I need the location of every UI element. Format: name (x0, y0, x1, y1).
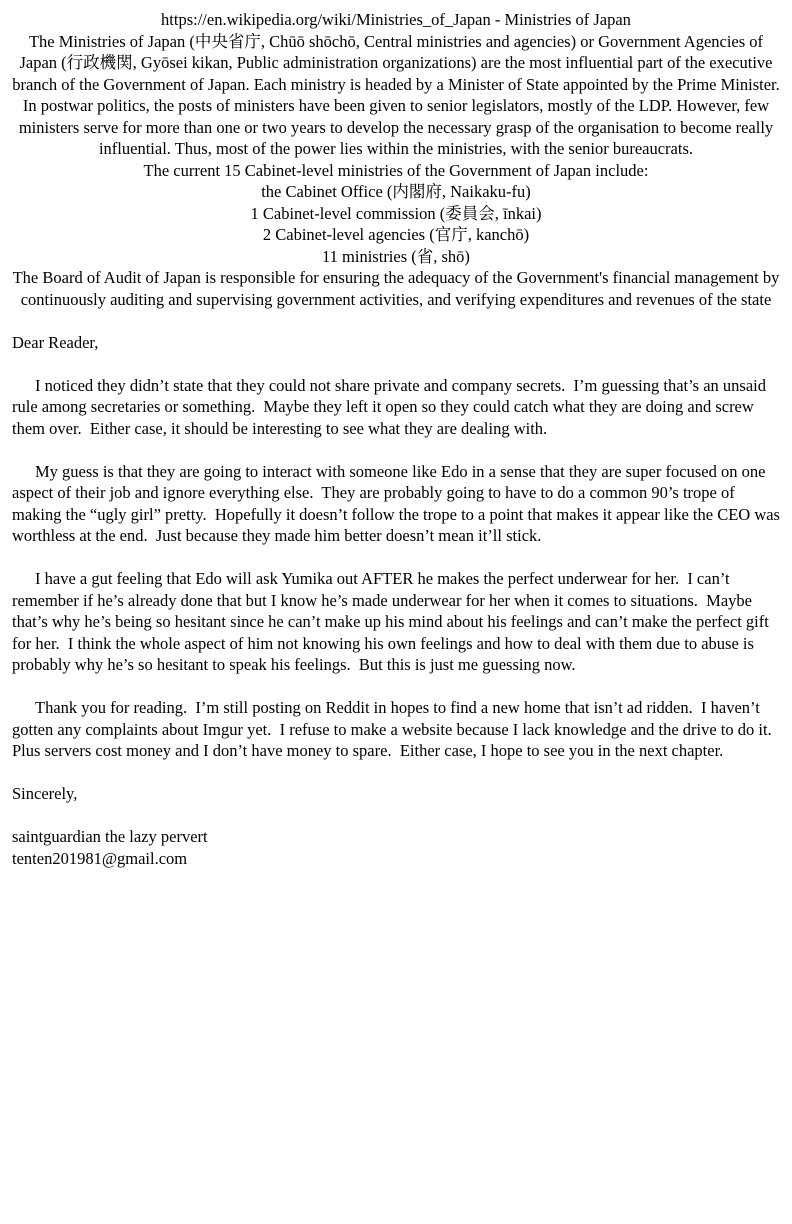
ministry-list-item: 1 Cabinet-level commission (委員会, īnkai) (250, 203, 542, 223)
ministries-intro-paragraph: The Ministries of Japan (中央省庁, Chūō shōchō, Central ministries and agencies) or Government Agencies of Japan (行政機関, Gyōsei kikan, Public administration organizations) are the most influential part of the executive branch of the Government of Japan. Each ministry is headed by a Minister of State appointed by the Prime Minister. In postwar politics, the posts of ministers have been given to senior legislators, mostly of the LDP. However, few ministers serve for more than one or two years to develop the necessary grasp of the organisation to become really influential. Thus, most of the power lies within the ministries, with the senior bureaucrats. (12, 31, 780, 158)
signature-name: saintguardian the lazy pervert (12, 827, 208, 846)
reader-letter (12, 332, 785, 870)
salutation: Dear Reader, (12, 332, 99, 352)
letter-paragraph-3: I have a gut feeling that Edo will ask Yumika out AFTER he makes the perfect underwear for her. I can’t remember if he’s already done that but I know he’s made underwear for her when it comes to situations. Maybe that’s why he’s being so hesitant since he can’t make up his mind about his feelings and can’t make the perfect gift for her. I think the whole aspect of him not knowing his own feelings and how to deal with them due to abuse is probably why he’s so hesitant to speak his feelings. But this is just me guessing now. (12, 569, 773, 674)
letter-paragraph-4: Thank you for reading. I’m still posting on Reddit in hopes to find a new home that isn’t ad ridden. I haven’t gotten any complaints about Imgur yet. I refuse to make a website because I lack knowledge and the drive to do it. Plus servers cost money and I don’t have money to spare. Either case, I hope to see you in the next chapter. (12, 698, 780, 760)
letter-paragraph-2: My guess is that they are going to interact with someone like Edo in a sense that they are super focused on one aspect of their job and ignore everything else. They are probably going to have to do a common 90’s trope of making the “ugly girl” pretty. Hopefully it doesn’t follow the trope to a point that makes it appear like the CEO was worthless at the end. Just because they made him better doesn’t mean it’ll stick. (12, 461, 785, 545)
wiki-excerpt (12, 9, 780, 310)
letter-paragraph-1: I noticed they didn’t state that they could not share private and company secrets. I’m guessing that’s an unsaid rule among secretaries or something. Maybe they left it open so they could catch what they are doing and screw them over. Either case, it should be interesting to see what they are dealing with. (12, 375, 771, 438)
ministry-list-item: 2 Cabinet-level agencies (官庁, kanchō) (262, 225, 530, 244)
cabinet-list-intro-line: The current 15 Cabinet-level ministries of the Government of Japan include: (143, 160, 649, 180)
board-of-audit-paragraph: The Board of Audit of Japan is responsible for ensuring the adequacy of the Government's financial management by continuously auditing and supervising government activities, and verifying expenditures and revenues of the state (12, 268, 780, 309)
closing: Sincerely, (12, 784, 78, 803)
ministry-list-item: the Cabinet Office (内閣府, Naikaku-fu) (261, 182, 531, 201)
ministry-list-item: 11 ministries (省, shō) (322, 246, 470, 266)
signature-email: tenten201981@gmail.com (12, 848, 188, 868)
source-url-line: https://en.wikipedia.org/wiki/Ministries_of_Japan - Ministries of Japan (161, 10, 631, 29)
